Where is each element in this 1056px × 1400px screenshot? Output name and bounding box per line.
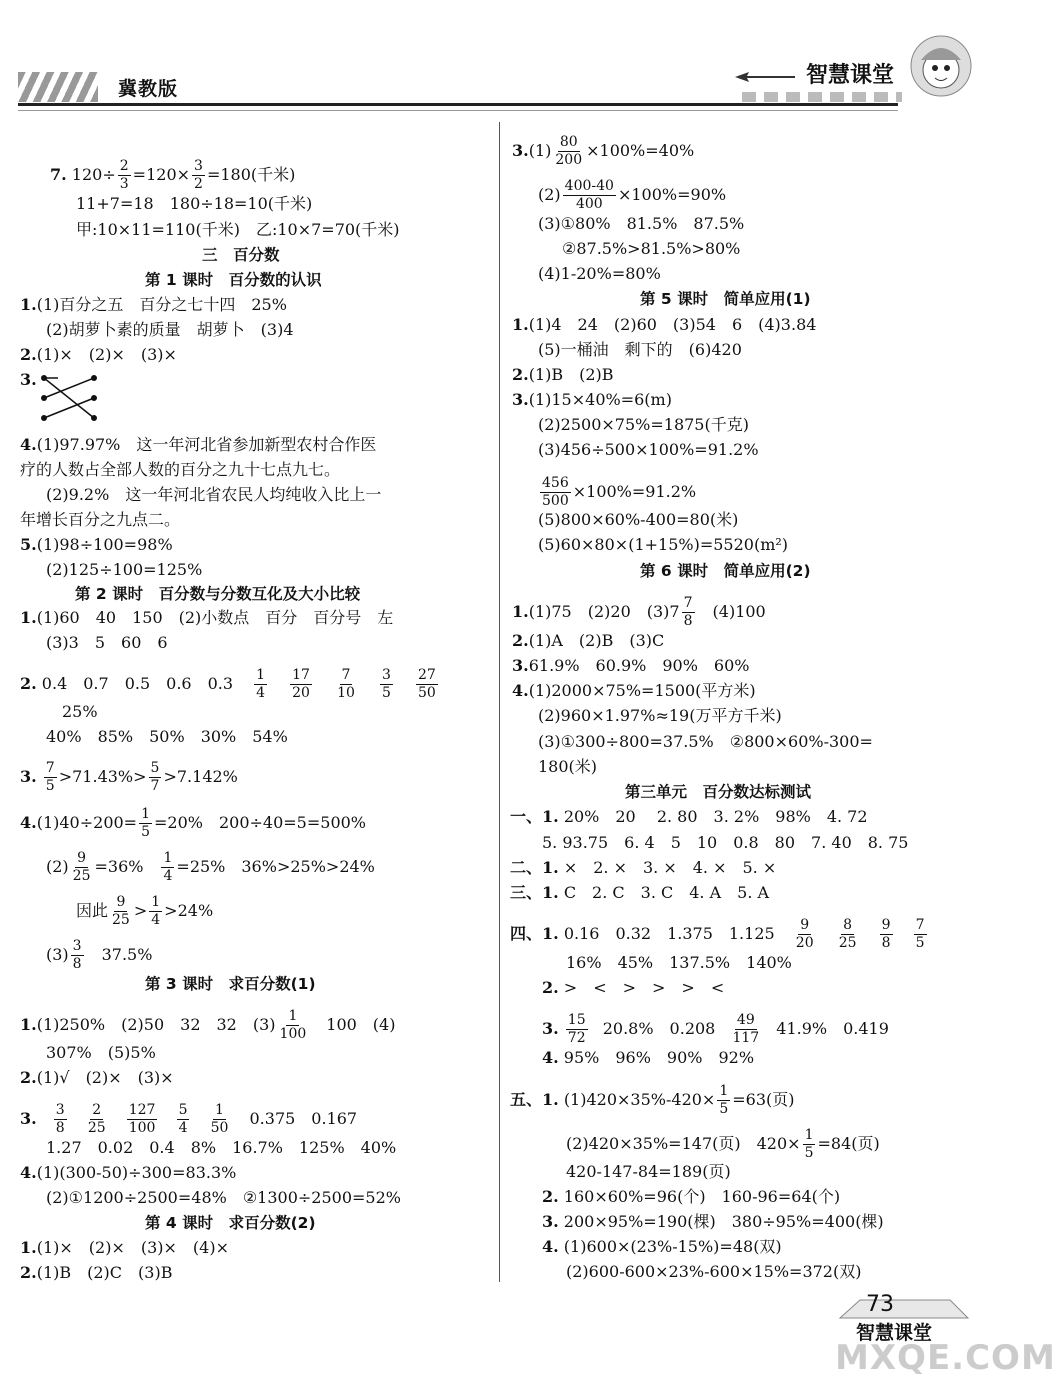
- answer-line: (4)1-20%=80%: [538, 264, 661, 283]
- answer-line: (5)60×80×(1+15%)=5520(m²): [538, 535, 789, 554]
- answer-line: 一、1. 20% 20 2. 80 3. 2% 98% 4. 72: [510, 807, 868, 826]
- answer-line: 3.(1) $\frac{80}{200}$ ×100%=40%: [512, 134, 695, 168]
- header-rule-thin: [18, 110, 898, 111]
- answer-line: $\frac{456}{500}$ ×100%=91.2%: [542, 475, 697, 509]
- brand-title: 智慧课堂: [806, 63, 895, 88]
- answer-line: 3. $\frac{15}{72}$ 20.8% 0.208 $\frac{49}{117}$ 41.9% 0.419: [542, 1012, 889, 1046]
- lesson-heading: 第 2 课时 百分数与分数互化及大小比较: [75, 585, 361, 603]
- answer-line: 4.(1)97.97% 这一年河北省参加新型农村合作医: [20, 435, 377, 454]
- answer-line: (2)125÷100=125%: [46, 560, 203, 579]
- answer-line: (3)3 5 60 6: [46, 633, 168, 652]
- answer-line: 4.(1)40÷200= $\frac{1}{5}$ =20% 200÷40=5=500%: [20, 806, 367, 840]
- answer-line: (3) $\frac{3}{8}$ 37.5%: [46, 938, 153, 972]
- answer-line: 1.27 0.02 0.4 8% 16.7% 125% 40%: [46, 1138, 397, 1157]
- answer-line: (2)胡萝卜素的质量 胡萝卜 (3)4: [46, 320, 294, 339]
- answer-line: 1.(1)60 40 150 (2)小数点 百分 百分号 左: [20, 608, 394, 627]
- answer-line: 2. > < > > > <: [542, 978, 725, 997]
- arrow-icon: [735, 72, 795, 82]
- header-stripes: [18, 72, 98, 102]
- lesson-heading: 第 6 课时 简单应用(2): [640, 562, 811, 580]
- answer-line: 三、1. C 2. C 3. C 4. A 5. A: [510, 883, 770, 902]
- answer-line: 40% 85% 50% 30% 54%: [46, 727, 288, 746]
- answer-line: 420-147-84=189(页): [566, 1162, 731, 1181]
- answer-line: 2.(1)√ (2)× (3)×: [20, 1068, 174, 1087]
- lesson-heading: 第 5 课时 简单应用(1): [640, 290, 811, 308]
- test-heading: 第三单元 百分数达标测试: [625, 783, 812, 801]
- footer-brand: 智慧课堂: [856, 1322, 933, 1344]
- answer-line: 25%: [62, 702, 98, 721]
- header-dashes: [742, 92, 902, 102]
- answer-line: 甲:10×11=110(千米) 乙:10×7=70(千米): [76, 220, 400, 239]
- answer-line: 疗的人数占全部人数的百分之九十七点九七。: [20, 460, 341, 479]
- answer-line: (2)960×1.97%≈19(万平方千米): [538, 706, 782, 725]
- answer-line: 年增长百分之九点二。: [20, 510, 181, 529]
- answer-line: 1.(1)× (2)× (3)× (4)×: [20, 1238, 229, 1257]
- header-rule: [18, 103, 898, 106]
- answer-line: (5)800×60%-400=80(米): [538, 510, 739, 529]
- answer-line: 4.(1)2000×75%=1500(平方米): [512, 681, 756, 700]
- answer-line: 307% (5)5%: [46, 1043, 156, 1062]
- answer-line: 5. 93.75 6. 4 5 10 0.8 80 7. 40 8. 75: [542, 833, 909, 852]
- answer-line: 3.(1)15×40%=6(m): [512, 390, 672, 409]
- answer-line: 1.(1)75 (2)20 (3)7 $\frac{7}{8}$ (4)100: [512, 595, 766, 629]
- girl-mascot-icon: [905, 30, 977, 102]
- answer-line: 3. $\frac{7}{5}$ >71.43%> $\frac{5}{7}$ >7.142%: [20, 760, 238, 794]
- answer-line: (2) $\frac{400-40}{400}$ ×100%=90%: [538, 178, 727, 212]
- unit-heading: 三 百分数: [202, 246, 280, 264]
- answer-line: 3.: [20, 370, 37, 389]
- answer-line: 4. (1)600×(23%-15%)=48(双): [542, 1237, 782, 1256]
- answer-line: 五、1. (1)420×35%-420× $\frac{1}{5}$ =63(页): [510, 1083, 795, 1117]
- answer-line: 3. $\frac{3}{8}$ $\frac{2}{25}$ $\frac{127}{100}$ $\frac{5}{4}$ $\frac{1}{50}$ 0.375 0.167: [20, 1102, 358, 1136]
- lesson-heading: 第 1 课时 百分数的认识: [145, 271, 322, 289]
- answer-line: (3)①300÷800=37.5% ②800×60%-300=: [538, 732, 873, 751]
- answer-line: 4. 95% 96% 90% 92%: [542, 1048, 755, 1067]
- answer-line: 2. 160×60%=96(个) 160-96=64(个): [542, 1187, 841, 1206]
- answer-line: 180(米): [538, 757, 598, 776]
- answer-line: 2.(1)A (2)B (3)C: [512, 631, 665, 650]
- answer-line: (2)①1200÷2500=48% ②1300÷2500=52%: [46, 1188, 401, 1207]
- answer-line: 4.(1)(300-50)÷300=83.3%: [20, 1163, 237, 1182]
- answer-line: 3. 200×95%=190(棵) 380÷95%=400(棵): [542, 1212, 884, 1231]
- answer-line: ②87.5%>81.5%>80%: [562, 239, 741, 258]
- answer-line: 1.(1)250% (2)50 32 32 (3) $\frac{1}{100}$ 100 (4): [20, 1008, 396, 1042]
- answer-line: (2)600-600×23%-600×15%=372(双): [566, 1262, 862, 1281]
- answer-line: 因此 $\frac{9}{25}$ > $\frac{1}{4}$ >24%: [76, 894, 214, 928]
- column-divider: [499, 122, 500, 1282]
- answer-line: 11+7=18 180÷18=10(千米): [76, 194, 313, 213]
- answer-line: (3)456÷500×100%=91.2%: [538, 440, 759, 459]
- page-number: 73: [866, 1292, 894, 1317]
- watermark: MXQE.COM: [835, 1338, 1056, 1378]
- answer-line: 7. 120÷ $\frac{2}{3}$ =120× $\frac{3}{2}$ =180(千米): [50, 158, 296, 192]
- answer-line: (2)420×35%=147(页) 420× $\frac{1}{5}$ =84(页): [566, 1127, 880, 1161]
- answer-line: 2.(1)B (2)C (3)B: [20, 1263, 173, 1282]
- edition-label: 冀教版: [118, 78, 179, 100]
- answer-line: (3)①80% 81.5% 87.5%: [538, 214, 745, 233]
- page-header: [0, 0, 1000, 125]
- answer-line: 1.(1)百分之五 百分之七十四 25%: [20, 295, 287, 314]
- answer-line: 3.61.9% 60.9% 90% 60%: [512, 656, 750, 675]
- answer-line: 5.(1)98÷100=98%: [20, 535, 173, 554]
- answer-line: 2. 0.4 0.7 0.5 0.6 0.3 $\frac{1}{4}$ $\frac{17}{20}$ $\frac{7}{10}$ $\frac{3}{5}$ $\frac{27}{50}$: [20, 667, 436, 701]
- answer-line: (5)一桶油 剩下的 (6)420: [538, 340, 742, 359]
- answer-line: 1.(1)4 24 (2)60 (3)54 6 (4)3.84: [512, 315, 817, 334]
- matching-lines-diagram: [38, 372, 100, 424]
- answer-line: (2) $\frac{9}{25}$ =36% $\frac{1}{4}$ =25% 36%>25%>24%: [46, 850, 375, 884]
- lesson-heading: 第 4 课时 求百分数(2): [145, 1214, 316, 1232]
- answer-line: (2)2500×75%=1875(千克): [538, 415, 749, 434]
- answer-line: 四、1. 0.16 0.32 1.375 1.125 $\frac{9}{20}$ $\frac{8}{25}$ $\frac{9}{8}$ $\frac{7}{5}$: [510, 917, 925, 951]
- answer-line: 2.(1)B (2)B: [512, 365, 614, 384]
- lesson-heading: 第 3 课时 求百分数(1): [145, 975, 316, 993]
- answer-line: 二、1. × 2. × 3. × 4. × 5. ×: [510, 858, 777, 877]
- answer-line: 16% 45% 137.5% 140%: [566, 953, 792, 972]
- answer-line: (2)9.2% 这一年河北省农民人均纯收入比上一: [46, 485, 382, 504]
- answer-line: 2.(1)× (2)× (3)×: [20, 345, 177, 364]
